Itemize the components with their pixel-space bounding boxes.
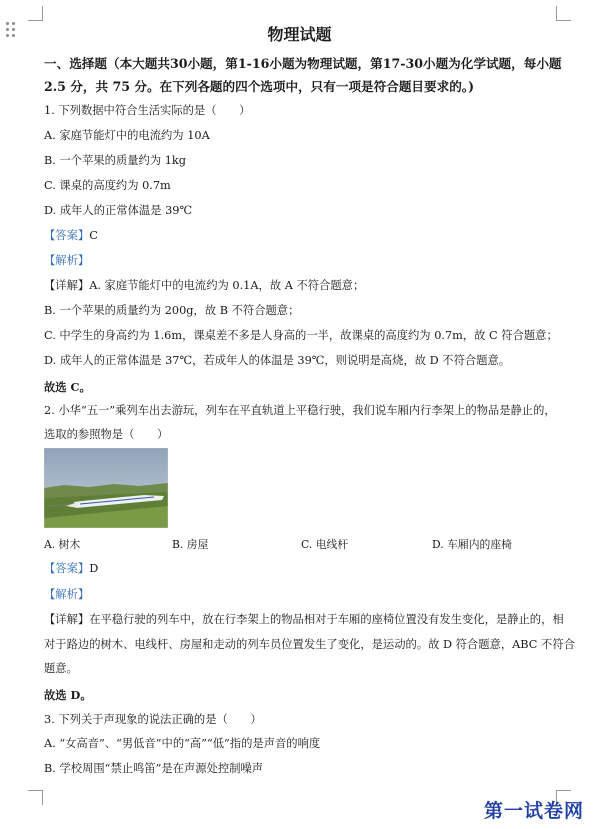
detail-text: A. 家庭节能灯中的电流约为 0.1A，故 A 不符合题意； bbox=[89, 279, 365, 292]
question-2-stem-line1: 2. 小华“五一”乘列车出去游玩，列车在平直轨道上平稳行驶，我们说车厢内行李架上的物品是静止的， bbox=[44, 404, 556, 417]
question-2-detail-line: 对于路边的树木、电线杆、房屋和走动的列车员位置发生了变化，是运动的。故 D 符合题意，ABC 不符合 bbox=[44, 638, 575, 651]
question-2-option-b: B. 房屋 bbox=[172, 538, 209, 551]
question-1-conclusion: 故选 C。 bbox=[44, 380, 91, 394]
detail-tag: 【详解】 bbox=[44, 279, 90, 292]
question-2-detail-line bbox=[44, 613, 564, 627]
site-watermark: 第一试卷网 bbox=[484, 800, 585, 822]
question-2-answer bbox=[44, 562, 98, 576]
question-1-option-c: C. 课桌的高度约为 0.7m bbox=[44, 179, 171, 192]
question-1-analysis-tag: 【解析】 bbox=[44, 254, 90, 267]
question-1-detail-line: D. 成年人的正常体温是 37℃，若成年人的体温是 39℃，则说明是高烧，故 D 不符合题意。 bbox=[44, 354, 511, 367]
question-1-option-d: D. 成年人的正常体温是 39℃ bbox=[44, 204, 193, 217]
question-2-option-c: C. 电线杆 bbox=[301, 538, 349, 551]
page-corner-mark bbox=[28, 6, 43, 21]
page-corner-mark bbox=[556, 6, 571, 21]
question-2-option-d: D. 车厢内的座椅 bbox=[432, 538, 512, 551]
section-heading-line2: 2.5 分，共 75 分。在下列各题的四个选项中，只有一项是符合题目要求的。) bbox=[44, 79, 475, 94]
question-2-analysis-tag: 【解析】 bbox=[44, 588, 90, 601]
detail-tag: 【详解】 bbox=[44, 613, 90, 626]
page-title: 物理试题 bbox=[267, 25, 332, 44]
question-3-stem: 3. 下列关于声现象的说法正确的是（ ） bbox=[44, 713, 262, 726]
question-2-stem-line2: 选取的参照物是（ ） bbox=[44, 428, 169, 441]
question-3-option-a: A. “女高音”、“男低音”中的“高”“低”指的是声音的响度 bbox=[44, 737, 321, 750]
question-3-option-b: B. 学校周围“禁止鸣笛”是在声源处控制噪声 bbox=[44, 762, 264, 775]
question-1-answer bbox=[44, 229, 98, 243]
question-1-option-b: B. 一个苹果的质量约为 1kg bbox=[44, 154, 187, 167]
question-1-detail-line: B. 一个苹果的质量约为 200g，故 B 不符合题意； bbox=[44, 304, 300, 317]
train-photo bbox=[44, 448, 168, 528]
answer-value: D bbox=[89, 562, 99, 575]
question-2-detail-line: 题意。 bbox=[44, 662, 78, 675]
question-1-detail-line bbox=[44, 279, 364, 293]
question-2-option-a: A. 树木 bbox=[44, 538, 81, 551]
answer-tag: 【答案】 bbox=[44, 562, 90, 575]
answer-tag: 【答案】 bbox=[44, 229, 90, 242]
page-corner-mark bbox=[28, 790, 43, 805]
section-heading-line1: 一、选择题（本大题共30小题，第1-16小题为物理试题，第17-30小题为化学试题，每小题 bbox=[44, 56, 562, 71]
answer-value: C bbox=[89, 229, 98, 242]
question-2-conclusion: 故选 D。 bbox=[44, 688, 92, 702]
question-1-option-a: A. 家庭节能灯中的电流约为 10A bbox=[44, 129, 210, 142]
question-1-stem: 1. 下列数据中符合生活实际的是（ ） bbox=[44, 104, 251, 117]
question-1-detail-line: C. 中学生的身高约为 1.6m，课桌差不多是人身高的一半，故课桌的高度约为 0.7m，故 C 符合题意； bbox=[44, 329, 558, 342]
detail-text: 在平稳行驶的列车中，放在行李架上的物品相对于车厢的座椅位置没有发生变化，是静止的，相 bbox=[89, 613, 564, 626]
